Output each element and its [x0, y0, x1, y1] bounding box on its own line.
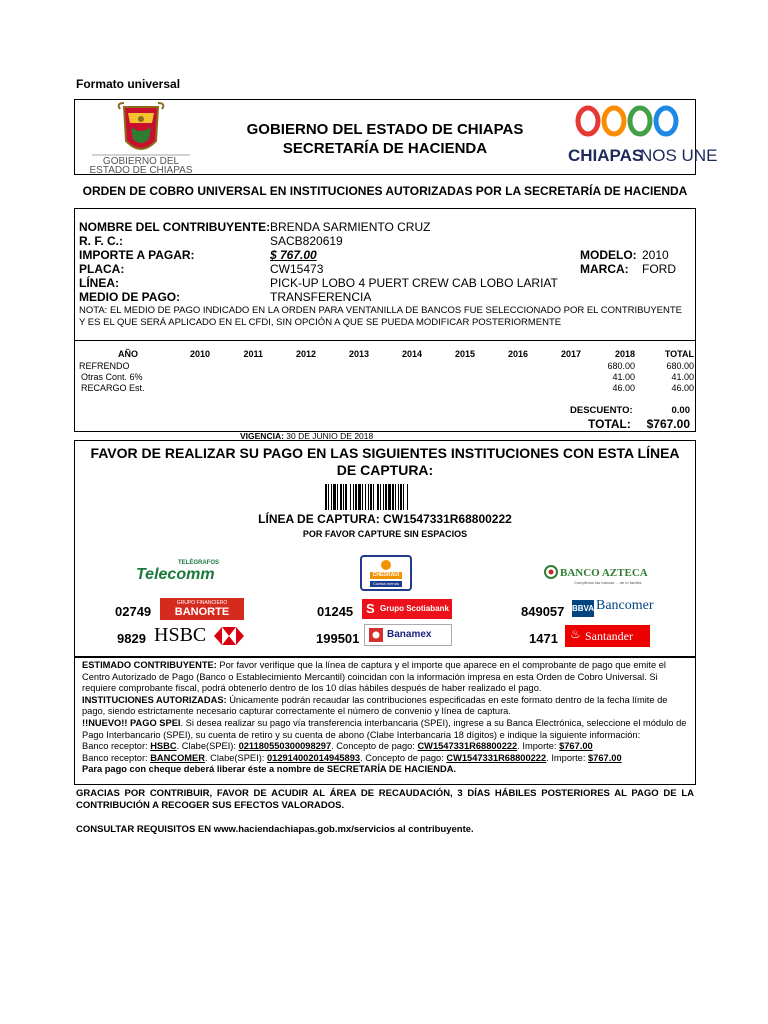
spei-bank: BANCOMER	[150, 752, 205, 763]
logo-text-line1: GOBIERNO DEL	[102, 156, 180, 167]
bancomer-code: 849057	[521, 604, 565, 619]
format-label: Formato universal	[76, 77, 181, 91]
year-header: 2017	[560, 349, 581, 359]
payment-title-line2: DE CAPTURA:	[336, 462, 434, 478]
santander-flame-icon: ♨	[570, 627, 581, 641]
modelo-value: 2010	[642, 248, 669, 262]
santander-code: 1471	[529, 631, 558, 646]
bancomer-text: Bancomer	[596, 598, 654, 613]
info-paragraph-1	[82, 660, 692, 695]
spei-concepto: CW1547331R68800222	[446, 752, 547, 763]
info-paragraph-3	[82, 718, 692, 741]
info-p2-text: Únicamente podrán recaudar las contribuciones especificadas en este formato dentro de la fecha límite de pago, siendo estrictamente necesario capturar correctamente el número de convenio y línea de captura.	[82, 694, 668, 717]
year-header: 2018	[614, 349, 635, 359]
nombre-value: BRENDA SARMIENTO CRUZ	[270, 220, 431, 234]
row-value-2018: 680.00	[607, 361, 635, 371]
importe-label: IMPORTE A PAGAR:	[79, 248, 195, 262]
azteca-sub-text: Cumplimos las bancas ... de tu familia	[574, 580, 642, 585]
modelo-label: MODELO:	[580, 248, 637, 262]
title-line2: SECRETARÍA DE HACIENDA	[282, 140, 488, 157]
bbva-icon: BBVA	[572, 600, 594, 617]
coat-of-arms-icon	[76, 101, 206, 176]
divider	[74, 340, 696, 341]
info-text	[82, 660, 692, 776]
spei-importe: $767.00	[559, 741, 593, 752]
total-value: $767.00	[646, 417, 690, 431]
vigencia-label: VIGENCIA:	[240, 431, 284, 441]
spei-text: Banco receptor:	[82, 741, 151, 752]
year-header: 2015	[454, 349, 475, 359]
row-label: Otras Cont. 6%	[81, 372, 143, 382]
vigencia-value: 30 DE JUNIO DE 2018	[286, 431, 374, 441]
logo-nosune-text: NOS UNE	[640, 146, 718, 165]
banamex-icon	[369, 628, 383, 642]
spei-clabe: 012914002014945893	[266, 752, 361, 763]
banorte-small-text: GRUPO FINANCIERO	[176, 600, 228, 606]
spei-concepto: CW1547331R68800222	[417, 741, 518, 752]
nota-line2: Y ES EL QUE SERÁ APLICADO EN EL CFDI, SIN OPCIÓN A QUE SE PUEDA MODIFICAR POSTERIORMENTE	[79, 317, 562, 328]
scotiabank-code: 01245	[317, 604, 354, 619]
chiapas-rings-icon	[562, 101, 718, 173]
year-header: 2014	[401, 349, 422, 359]
azteca-text: BANCO AZTECA	[560, 567, 648, 579]
spei-row-hsbc	[82, 741, 692, 753]
payment-title	[80, 445, 690, 479]
scotiabank-logo	[362, 599, 452, 619]
santander-logo	[565, 625, 650, 647]
capture-instructions: POR FAVOR CAPTURE SIN ESPACIOS	[302, 529, 468, 539]
hsbc-text: HSBC	[154, 624, 207, 646]
nombre-label: NOMBRE DEL CONTRIBUYENTE:	[79, 220, 271, 234]
info-p1-label: ESTIMADO CONTRIBUYENTE:	[82, 660, 217, 670]
telecomm-small-text: TELÉGRAFOS	[178, 560, 220, 566]
logo-text-line2: ESTADO DE CHIAPAS	[89, 165, 193, 176]
banco-azteca-logo	[544, 563, 664, 589]
requirements-link[interactable]: CONSULTAR REQUISITOS EN www.haciendachiapas.gob.mx/servicios al contribuyente.	[76, 824, 474, 835]
medio-value: TRANSFERENCIA	[270, 290, 372, 304]
barcode	[325, 484, 445, 510]
telecomm-text: Telecomm	[136, 566, 215, 583]
importe-value: $ 767.00	[270, 248, 317, 262]
chedraui-logo	[360, 555, 412, 591]
banamex-text: Banamex	[387, 629, 432, 640]
total-label: TOTAL:	[588, 417, 631, 431]
info-p2-label: INSTITUCIONES AUTORIZADAS:	[82, 694, 227, 705]
banorte-logo	[160, 598, 244, 620]
year-header: 2011	[243, 349, 263, 359]
descuento-label: DESCUENTO:	[570, 405, 633, 416]
row-total: 41.00	[671, 372, 694, 382]
hsbc-hexagon-icon	[214, 627, 244, 645]
title-line1: GOBIERNO DEL ESTADO DE CHIAPAS	[246, 121, 524, 138]
year-header: 2010	[189, 349, 210, 359]
year-header: 2012	[295, 349, 316, 359]
scotiabank-icon: S	[366, 601, 375, 616]
anio-header: AÑO	[118, 349, 138, 359]
row-total: 46.00	[671, 383, 694, 393]
spei-text: . Concepto de pago:	[360, 752, 447, 763]
chiapas-government-logo	[76, 101, 206, 176]
rfc-value: SACB820619	[270, 234, 343, 248]
spei-text: . Clabe(SPEI):	[204, 752, 267, 763]
spei-clabe: 021180550300098297	[238, 741, 332, 752]
placa-label: PLACA:	[79, 262, 125, 276]
spei-text: . Concepto de pago:	[331, 741, 418, 752]
logo-chiapas-text: CHIAPAS	[568, 146, 644, 165]
spei-text: . Importe:	[546, 752, 589, 763]
chiapas-nos-une-logo	[562, 101, 718, 173]
thanks-note: GRACIAS POR CONTRIBUIR, FAVOR DE ACUDIR AL ÁREA DE RECAUDACIÓN, 3 DÍAS HÁBILES POSTERIORES AL PAGO DE LA CONTRIBUCIÓN A RECOGER SUS EFECTOS VALORADOS.	[76, 788, 694, 811]
telecomm-logo	[136, 560, 236, 590]
year-header: 2016	[507, 349, 528, 359]
spei-row-bancomer	[82, 753, 692, 765]
row-value-2018: 46.00	[612, 383, 635, 393]
cheque-note: Para pago con cheque deberá liberar éste a nombre de SECRETARÍA DE HACIENDA.	[82, 764, 457, 775]
chedraui-text: CHEDRAUI	[372, 572, 400, 578]
spei-text: . Importe:	[517, 741, 560, 752]
total-header: TOTAL	[664, 349, 694, 359]
info-paragraph-2	[82, 695, 692, 718]
scotiabank-text: Grupo Scotiabank	[380, 604, 449, 613]
row-label: REFRENDO	[79, 361, 130, 371]
marca-label: MARCA:	[580, 262, 629, 276]
row-value-2018: 41.00	[612, 372, 635, 382]
hsbc-logo	[154, 624, 248, 648]
medio-label: MEDIO DE PAGO:	[79, 290, 181, 304]
row-label: RECARGO Est.	[81, 383, 145, 393]
linea-captura: LÍNEA DE CAPTURA: CW1547331R68800222	[258, 512, 512, 526]
spei-importe: $767.00	[588, 752, 622, 763]
banamex-logo	[364, 624, 452, 646]
row-total: 680.00	[666, 361, 694, 371]
bancomer-logo	[572, 598, 662, 620]
hsbc-code: 9829	[117, 631, 146, 646]
linea-label: LÍNEA:	[79, 276, 119, 290]
linea-value: PICK-UP LOBO 4 PUERT CREW CAB LOBO LARIAT	[270, 276, 558, 290]
year-header: 2013	[348, 349, 369, 359]
rfc-label: R. F. C.:	[79, 234, 123, 248]
nota-text	[79, 305, 694, 329]
order-title: ORDEN DE COBRO UNIVERSAL EN INSTITUCIONES AUTORIZADAS POR LA SECRETARÍA DE HACIENDA	[82, 184, 688, 198]
azteca-icon	[544, 565, 558, 579]
payment-title-line1: FAVOR DE REALIZAR SU PAGO EN LAS SIGUIENTES INSTITUCIONES CON ESTA LÍNEA	[90, 445, 680, 461]
santander-text: Santander	[585, 629, 633, 643]
info-p3-text: . Si desea realizar su pago vía transferencia interbancaria (SPEI), ingrese a su Banca Electrónica, seleccione el módulo de Pago Interbancario (SPEI), su cuenta de retiro y su cuenta de abono (Clabe Interbancaria 18 dígitos) e indique la siguiente información:	[82, 717, 687, 740]
info-p1-text: Por favor verifique que la línea de captura y el importe que aparece en el comprobante de pago que emite el Centro Autorizado de Pago (Banco o Establecimiento Mercantil) coincidan con la información impresa en esta Orden de Cobro Universal. Si requiere comprobante fiscal, podrá obtenerlo dentro de los 10 días hábiles después de haber realizado el pago.	[82, 660, 666, 694]
chedraui-sub-text: Cuesta menos	[373, 581, 399, 586]
info-p3-label: !!NUEVO!! PAGO SPEI	[82, 717, 181, 728]
page-title	[210, 120, 560, 158]
spei-text: . Clabe(SPEI):	[176, 741, 239, 752]
banamex-code: 199501	[316, 631, 360, 646]
nota-line1: NOTA: EL MEDIO DE PAGO INDICADO EN LA ORDEN PARA VENTANILLA DE BANCOS FUE SELECCIONADO POR EL CONTRIBUYENTE	[79, 305, 683, 316]
banorte-code: 02749	[115, 604, 152, 619]
marca-value: FORD	[642, 262, 676, 276]
descuento-value: 0.00	[671, 405, 690, 416]
banorte-text: BANORTE	[174, 606, 230, 618]
placa-value: CW15473	[270, 262, 324, 276]
spei-bank: HSBC	[150, 741, 177, 752]
spei-text: Banco receptor:	[82, 752, 151, 763]
